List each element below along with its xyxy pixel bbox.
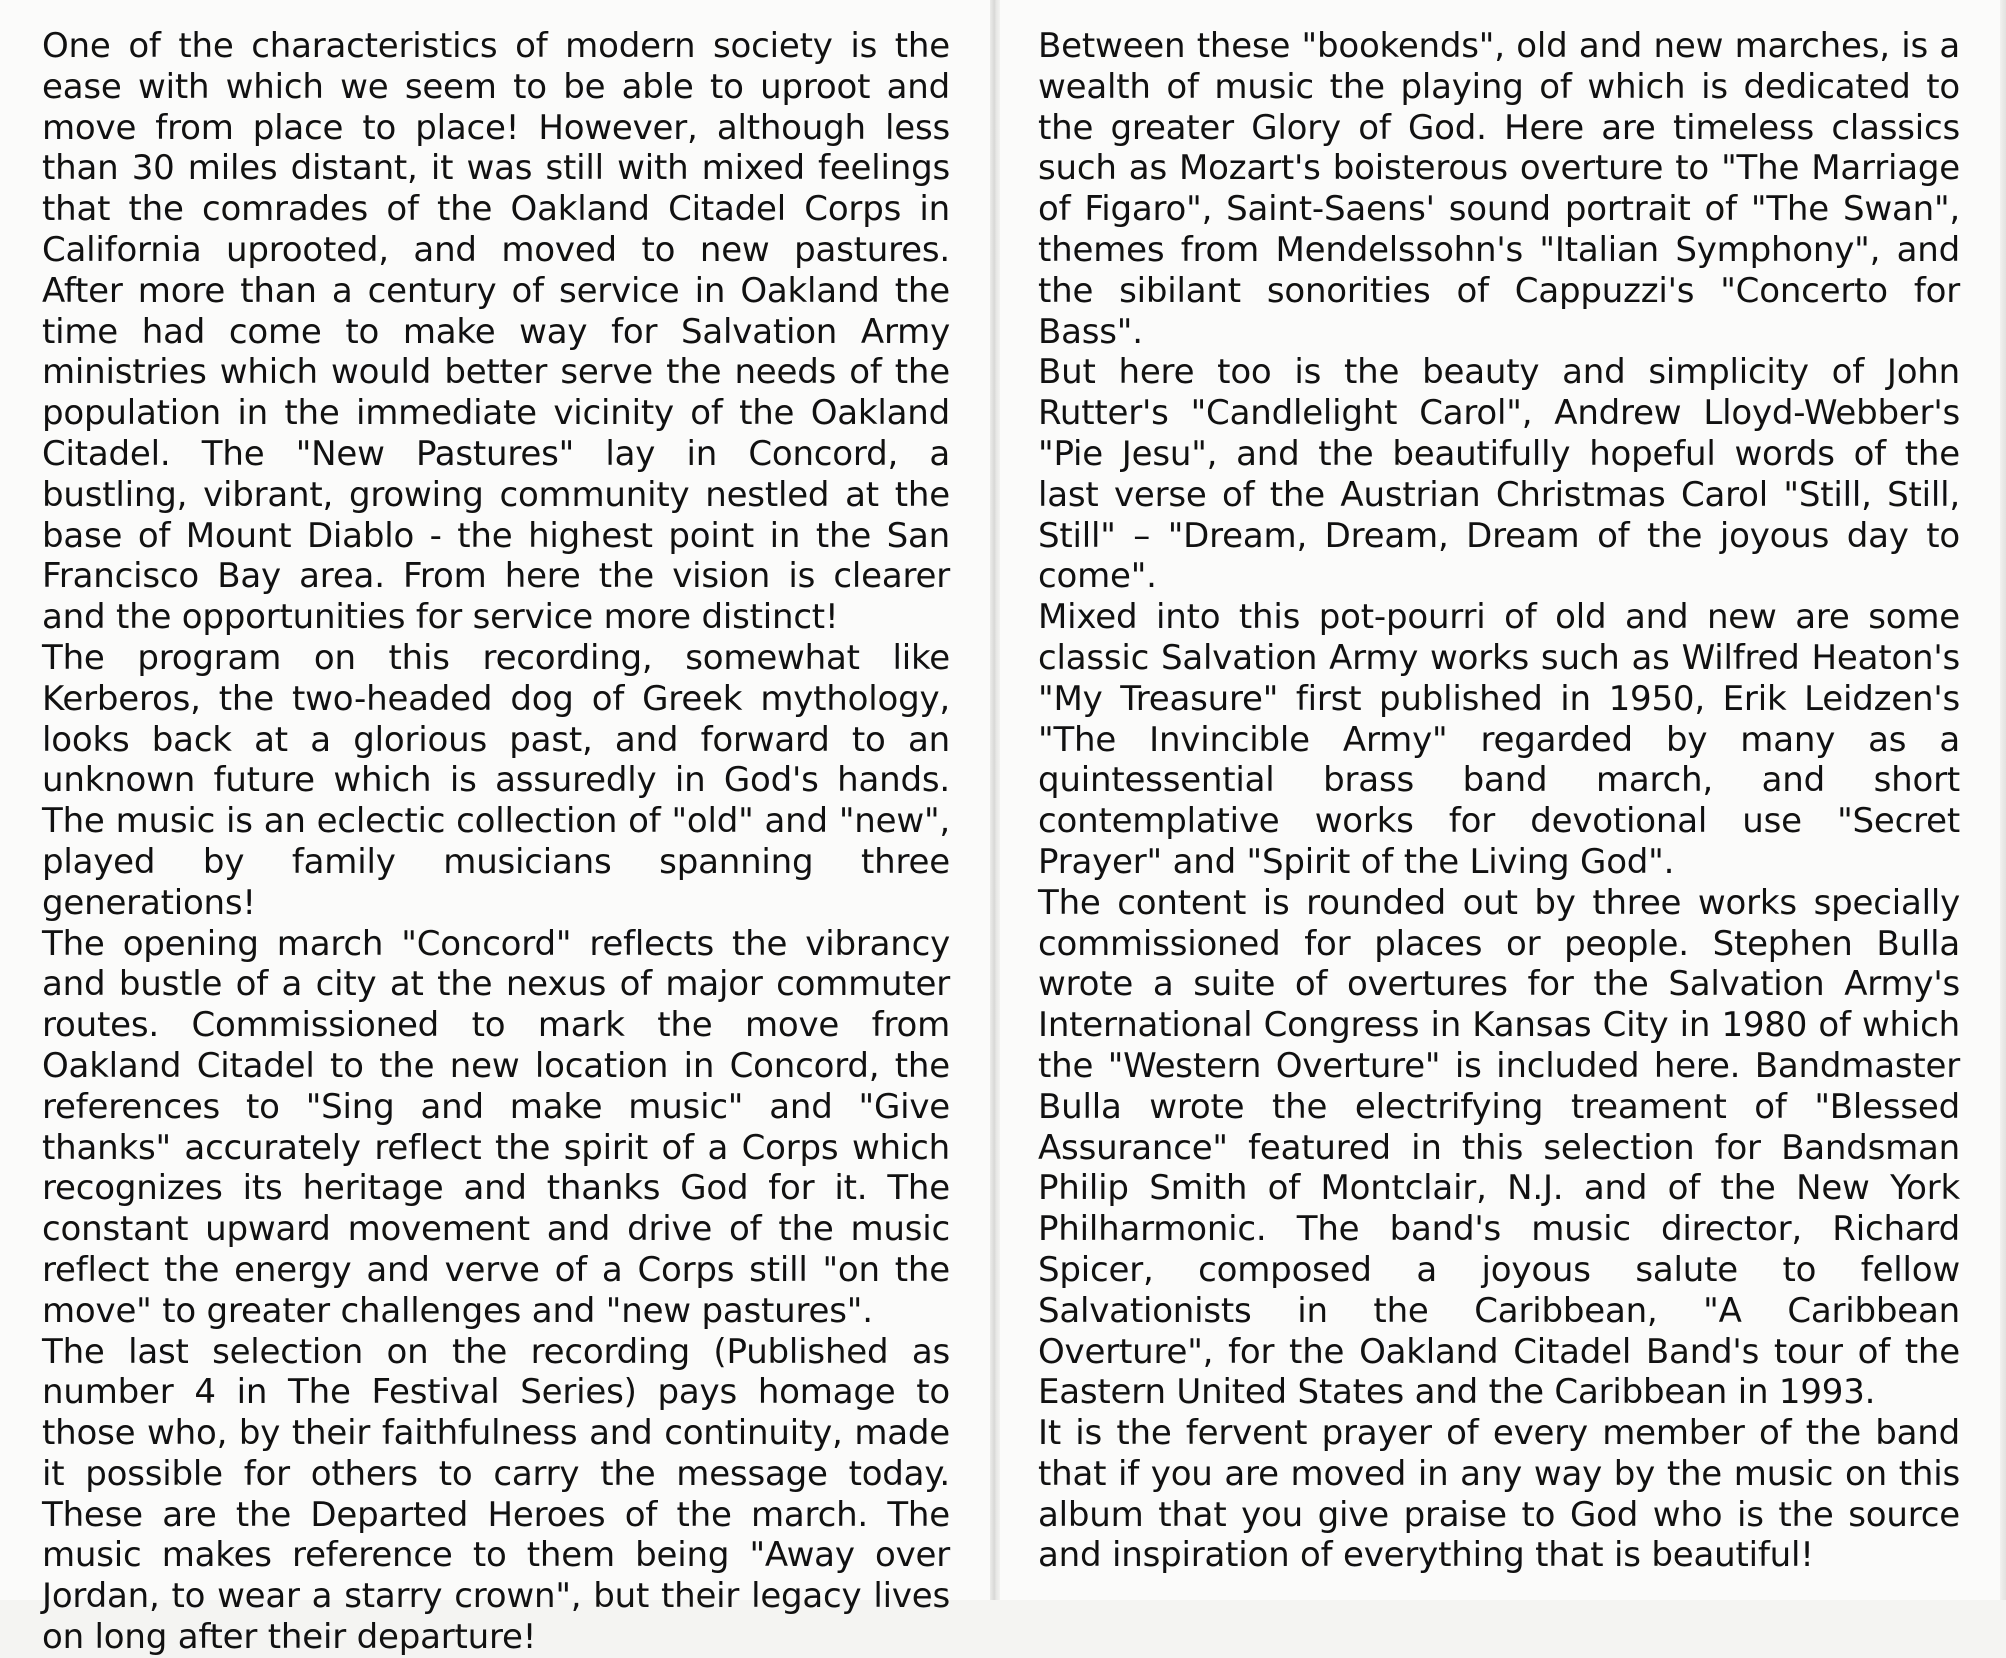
right-paragraph-2: But here too is the beauty and simplicity of John Rutter's "Candlelight Carol", Andrew Lloyd-Webber's "Pie Jesu", and the beautifully hopeful words of the last verse of the Austrian Christmas Carol "Still, Still, Still" – "Dream, Dream, Dream of the joyous day to come".	[1038, 352, 1960, 597]
center-fold	[990, 0, 1000, 1600]
page-edge	[2000, 0, 2006, 1600]
left-paragraph-1: One of the characteristics of modern society is the ease with which we seem to be able to uproot and move from place to place! However, although less than 30 miles distant, it was still with mixed feelings that the comrades of the Oakland Citadel Corps in California uprooted, and moved to new pastures. After more than a century of service in Oakland the time had come to make way for Salvation Army ministries which would better serve the needs of the population in the immediate vicinity of the Oakland Citadel. The "New Pastures" lay in Concord, a bustling, vibrant, growing community nestled at the base of Mount Diablo - the highest point in the San Francisco Bay area. From here the vision is clearer and the opportunities for service more distinct!	[42, 26, 950, 638]
left-paragraph-3: The opening march "Concord" reflects the vibrancy and bustle of a city at the nexus of major commuter routes. Commissioned to mark the move from Oakland Citadel to the new location in Concord, the references to "Sing and make music" and "Give thanks" accurately reflect the spirit of a Corps which recognizes its heritage and thanks God for it. The constant upward movement and drive of the music reflect the energy and verve of a Corps still "on the move" to greater challenges and "new pastures".	[42, 923, 950, 1331]
left-page-text	[42, 26, 950, 1658]
right-paragraph-5: It is the fervent prayer of every member of the band that if you are moved in any way by the music on this album that you give praise to God who is the source and inspiration of everything that is beautiful!	[1038, 1413, 1960, 1576]
right-paragraph-1: Between these "bookends", old and new marches, is a wealth of music the playing of which is dedicated to the greater Glory of God. Here are timeless classics such as Mozart's boisterous overture to "The Marriage of Figaro", Saint-Saens' sound portrait of "The Swan", themes from Mendelssohn's "Italian Symphony", and the sibilant sonorities of Cappuzzi's "Concerto for Bass".	[1038, 26, 1960, 352]
right-page-text	[1038, 26, 1960, 1576]
left-paragraph-4: The last selection on the recording (Published as number 4 in The Festival Series) pays homage to those who, by their faithfulness and continuity, made it possible for others to carry the message today. These are the Departed Heroes of the march. The music makes reference to them being "Away over Jordan, to wear a starry crown", but their legacy lives on long after their departure!	[42, 1331, 950, 1658]
right-paragraph-3: Mixed into this pot-pourri of old and new are some classic Salvation Army works such as Wilfred Heaton's "My Treasure" first published in 1950, Erik Leidzen's "The Invincible Army" regarded by many as a quintessential brass band march, and short contemplative works for devotional use "Secret Prayer" and "Spirit of the Living God".	[1038, 597, 1960, 882]
right-paragraph-4: The content is rounded out by three works specially commissioned for places or people. Stephen Bulla wrote a suite of overtures for the Salvation Army's International Congress in Kansas City in 1980 of which the "Western Overture" is included here. Bandmaster Bulla wrote the electrifying treament of "Blessed Assurance" featured in this selection for Bandsman Philip Smith of Montclair, N.J. and of the New York Philharmonic. The band's music director, Richard Spicer, composed a joyous salute to fellow Salvationists in the Caribbean, "A Caribbean Overture", for the Oakland Citadel Band's tour of the Eastern United States and the Caribbean in 1993.	[1038, 882, 1960, 1413]
left-page	[0, 0, 994, 1658]
left-paragraph-2: The program on this recording, somewhat like Kerberos, the two-headed dog of Greek mythology, looks back at a glorious past, and forward to an unknown future which is assuredly in God's hands. The music is an eclectic collection of "old" and "new", played by family musicians spanning three generations!	[42, 637, 950, 923]
right-page	[994, 0, 2006, 1600]
